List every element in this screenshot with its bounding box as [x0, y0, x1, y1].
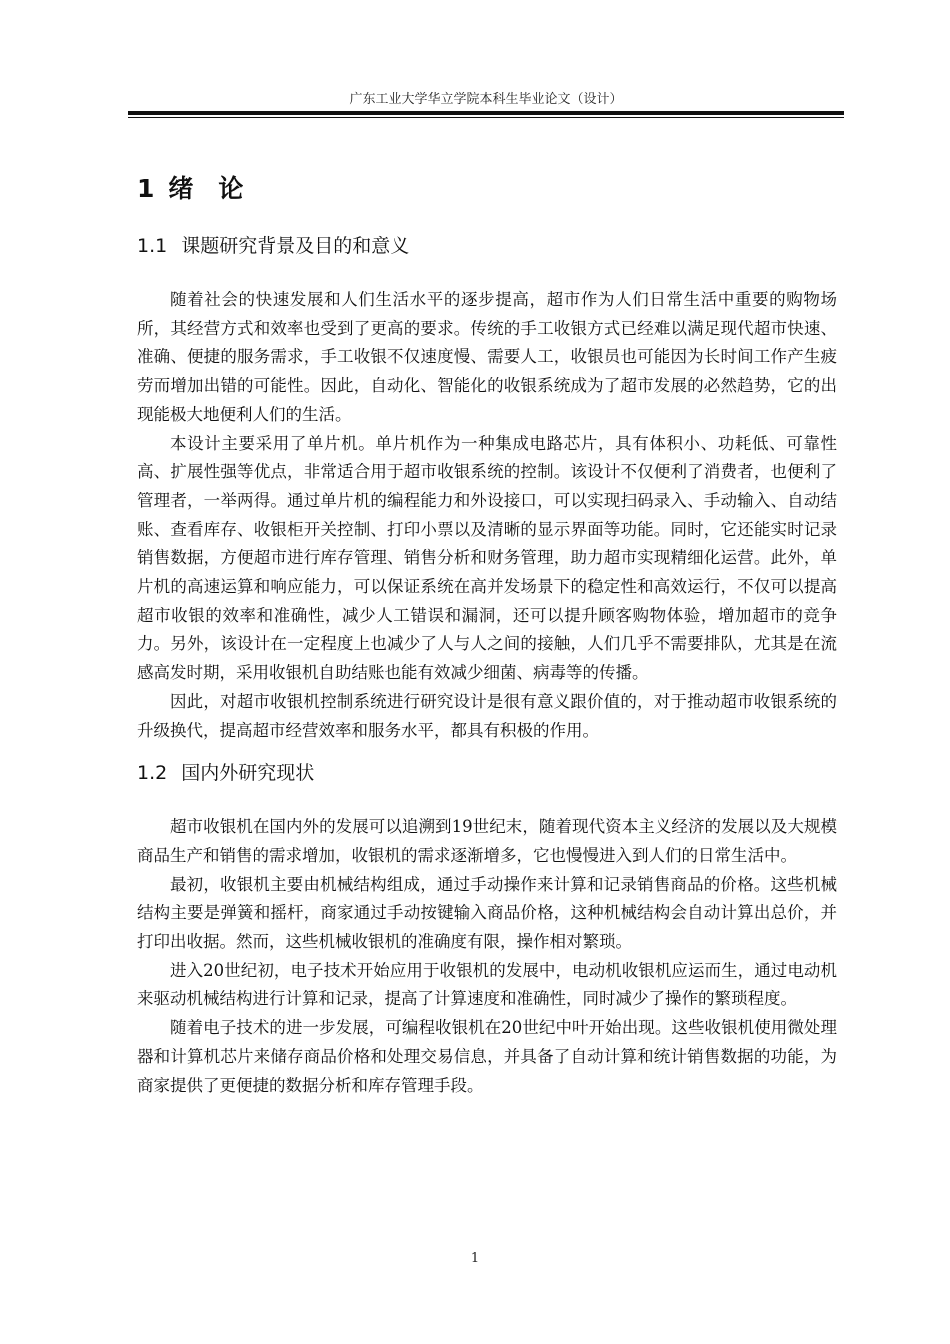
page-body — [137, 168, 837, 1100]
section-1-2 — [137, 759, 837, 1100]
section-heading — [137, 232, 837, 260]
paragraph: 本设计主要采用了单片机。单片机作为一种集成电路芯片，具有体积小、功耗低、可靠性高、扩展性强等优点，非常适合用于超市收银系统的控制。该设计不仅便利了消费者，也便利了管理者，一举两得。通过单片机的编程能力和外设接口，可以实现扫码录入、手动输入、自动结账、查看库存、收银柜开关控制、打印小票以及清晰的显示界面等功能。同时，它还能实时记录销售数据，方便超市进行库存管理、销售分析和财务管理，助力超市实现精细化运营。此外，单片机的高速运算和响应能力，可以保证系统在高并发场景下的稳定性和高效运行，不仅可以提高超市收银的效率和准确性，减少人工错误和漏洞，还可以提升顾客购物体验，增加超市的竞争力。另外，该设计在一定程度上也减少了人与人之间的接触，人们几乎不需要排队，尤其是在流感高发时期，采用收银机自助结账也能有效减少细菌、病毒等的传播。 — [137, 433, 837, 683]
section-title: 课题研究背景及目的和意义 — [181, 235, 410, 257]
chapter-number: 1 — [137, 174, 155, 203]
chapter-title: 绪 论 — [168, 174, 244, 203]
running-header: 广东工业大学华立学院本科生毕业论文（设计） — [349, 92, 623, 107]
page-number: 1 — [470, 1251, 480, 1266]
chapter-heading — [137, 168, 837, 210]
section-number: 1.1 — [137, 235, 168, 257]
section-heading — [137, 759, 837, 787]
paragraph: 因此，对超市收银机控制系统进行研究设计是很有意义跟价值的，对于推动超市收银系统的升级换代，提高超市经营效率和服务水平，都具有积极的作用。 — [137, 691, 837, 740]
paragraph: 进入20世纪初，电子技术开始应用于收银机的发展中，电动机收银机应运而生，通过电动机来驱动机械结构进行计算和记录，提高了计算速度和准确性，同时减少了操作的繁琐程度。 — [137, 960, 837, 1009]
paragraph: 随着社会的快速发展和人们生活水平的逐步提高，超市作为人们日常生活中重要的购物场所，其经营方式和效率也受到了更高的要求。传统的手工收银方式已经难以满足现代超市快速、准确、便捷的服务需求，手工收银不仅速度慢、需要人工，收银员也可能因为长时间工作产生疲劳而增加出错的可能性。因此，自动化、智能化的收银系统成为了超市发展的必然趋势，它的出现能极大地便利人们的生活。 — [137, 290, 837, 424]
paragraph: 最初，收银机主要由机械结构组成，通过手动操作来计算和记录销售商品的价格。这些机械结构主要是弹簧和摇杆，商家通过手动按键输入商品价格，这种机械结构会自动计算出总价，并打印出收据。然而，这些机械收银机的准确度有限，操作相对繁琐。 — [137, 874, 837, 952]
paragraph: 超市收银机在国内外的发展可以追溯到19世纪末，随着现代资本主义经济的发展以及大规模商品生产和销售的需求增加，收银机的需求逐渐增多，它也慢慢进入到人们的日常生活中。 — [137, 817, 837, 865]
section-number: 1.2 — [137, 762, 168, 785]
section-title: 国内外研究现状 — [181, 762, 315, 785]
section-1-1 — [137, 232, 837, 745]
paragraph: 随着电子技术的进一步发展，可编程收银机在20世纪中叶开始出现。这些收银机使用微处理器和计算机芯片来储存商品价格和处理交易信息，并具备了自动计算和统计销售数据的功能，为商家提供了更便捷的数据分析和库存管理手段。 — [137, 1018, 837, 1095]
header-rule-thin — [128, 117, 844, 118]
header-rule-thick — [128, 111, 844, 115]
